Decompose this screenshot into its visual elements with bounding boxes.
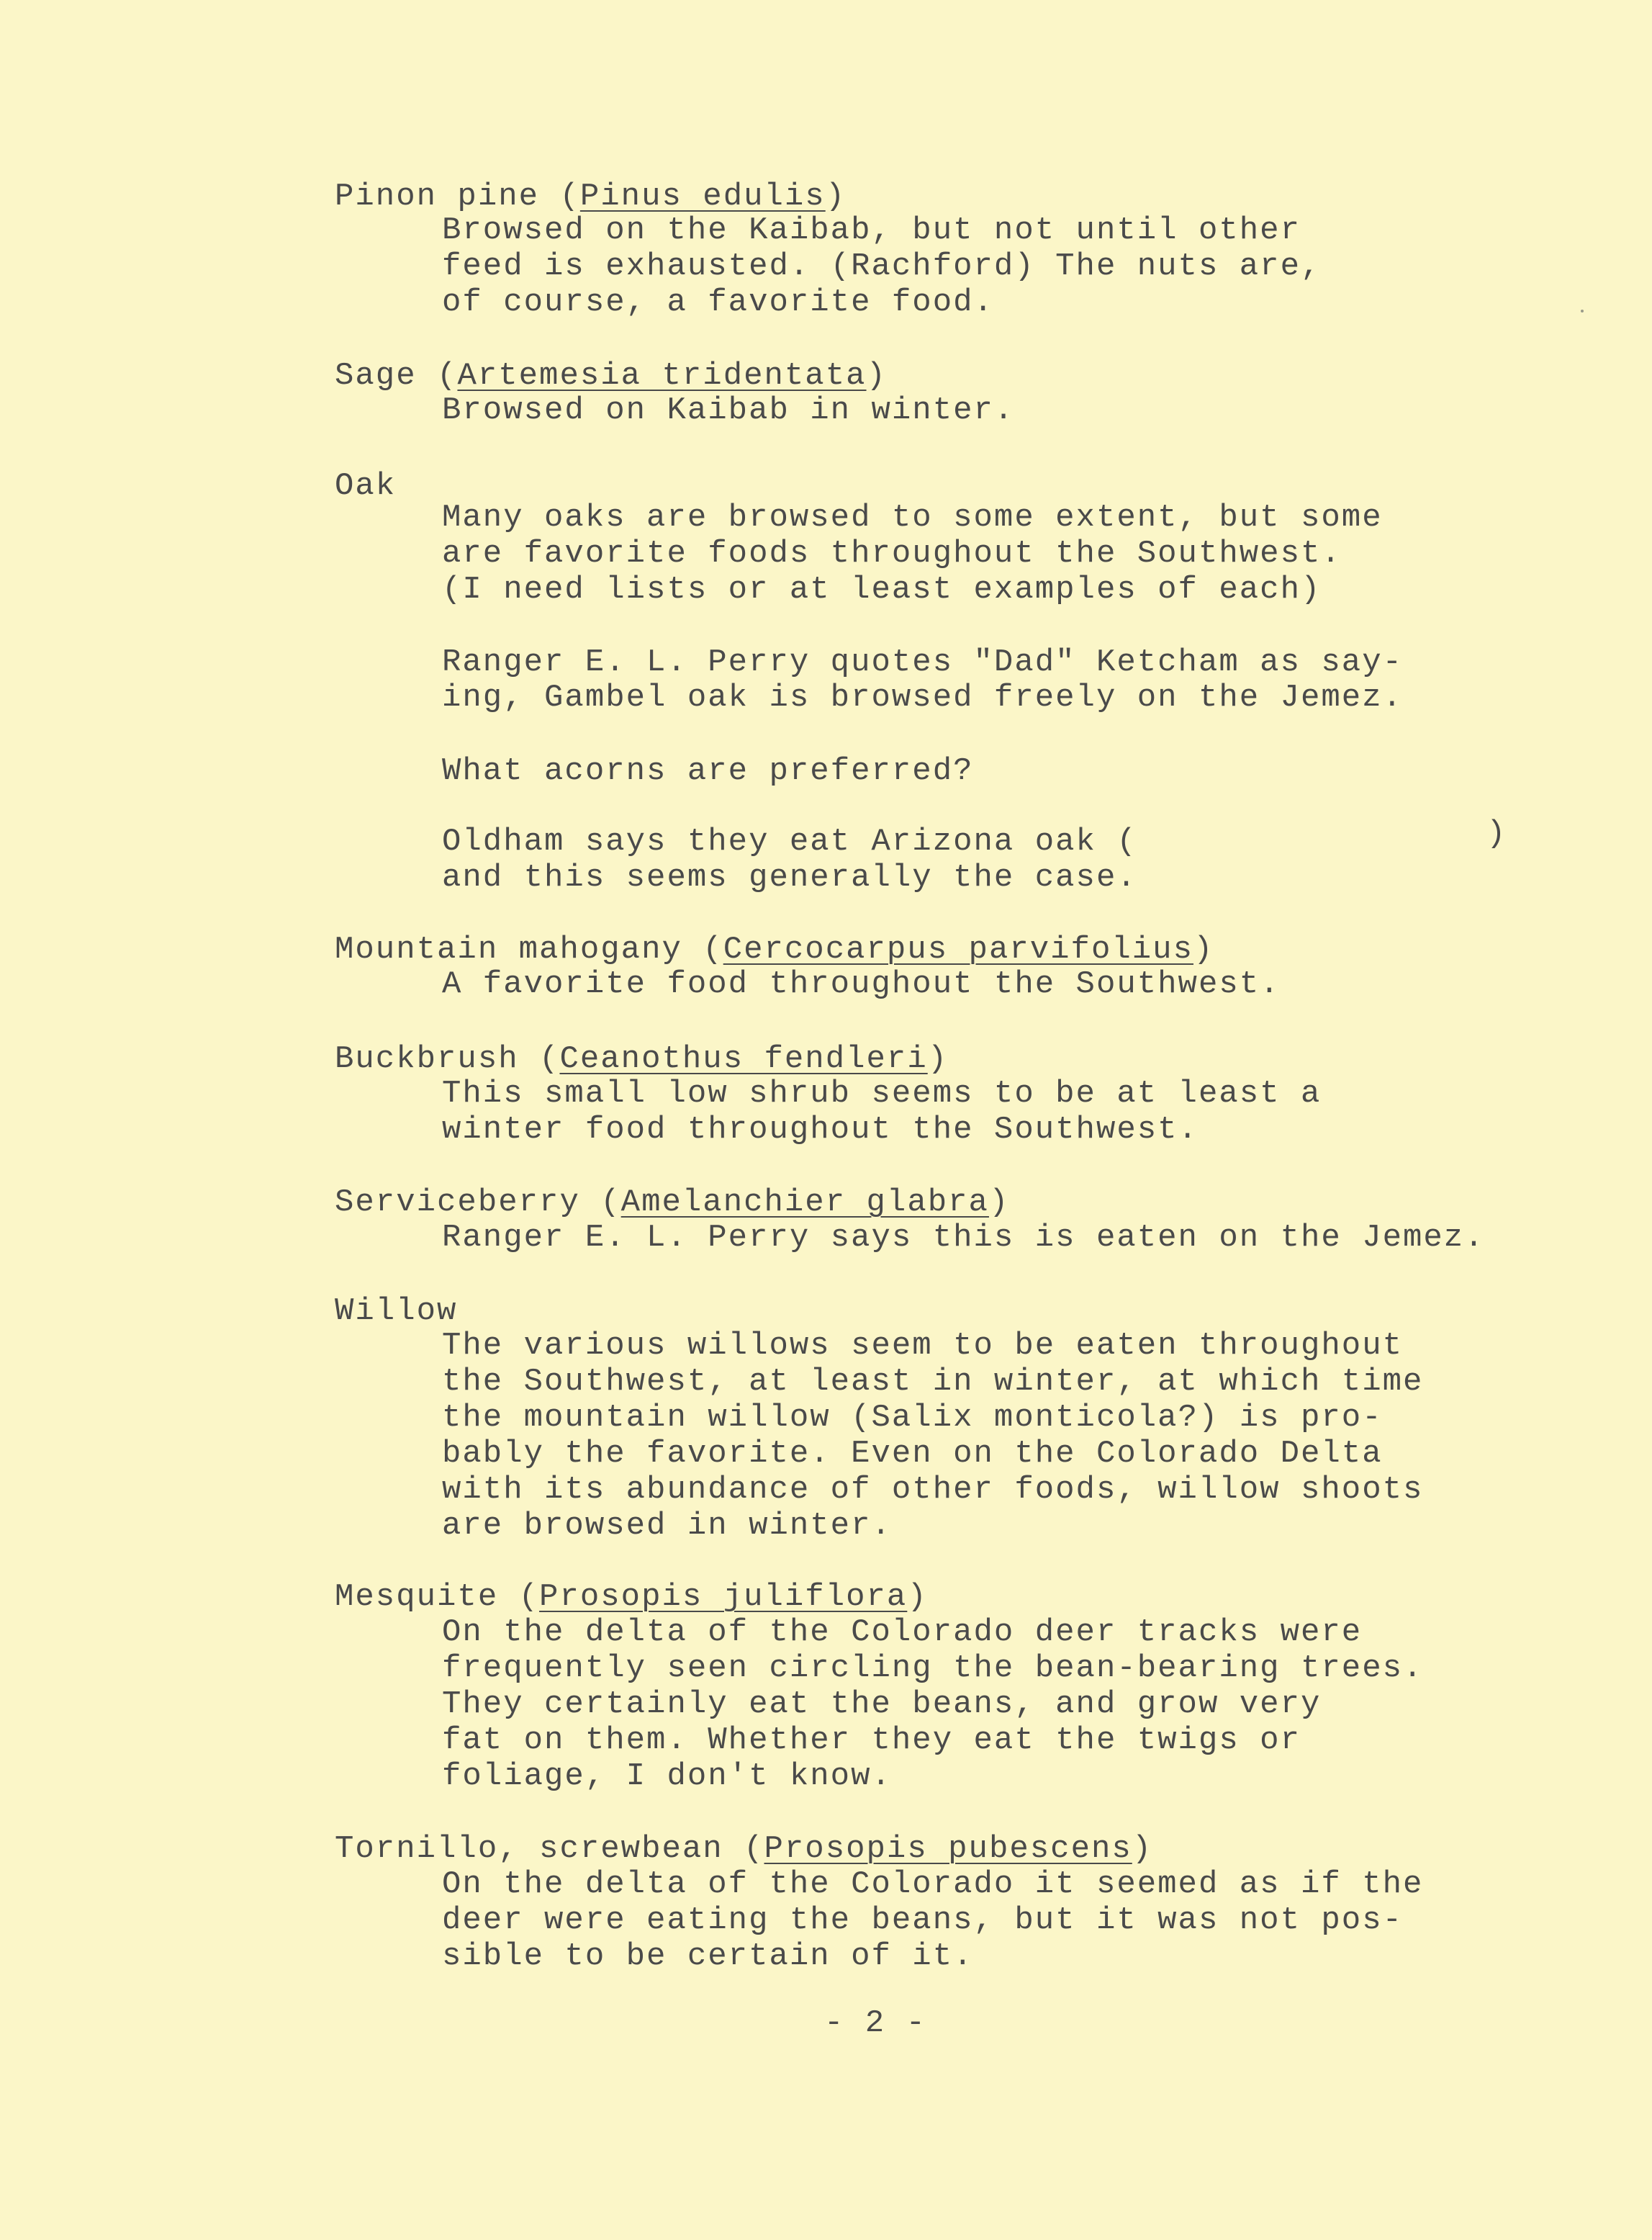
entry-line: frequently seen circling the bean-bearing trees.	[442, 1650, 1424, 1686]
entry-line: foliage, I don't know.	[442, 1758, 892, 1794]
entry-heading-tornillo: Tornillo, screwbean (Prosopis pubescens)	[335, 1831, 1153, 1867]
entry-line: are browsed in winter.	[442, 1508, 892, 1544]
entry-line: Ranger E. L. Perry quotes "Dad" Ketcham as say-	[442, 644, 1404, 680]
entry-line: are favorite foods throughout the Southwest.	[442, 536, 1342, 572]
entry-line: winter food throughout the Southwest.	[442, 1112, 1199, 1148]
entry-line: Ranger E. L. Perry says this is eaten on the Jemez.	[442, 1220, 1485, 1256]
entry-line: feed is exhausted. (Rachford) The nuts are,	[442, 248, 1322, 284]
entry-line: bably the favorite. Even on the Colorado Delta	[442, 1436, 1383, 1472]
closing-paren: )	[1486, 816, 1506, 852]
entry-line: Browsed on Kaibab in winter.	[442, 392, 1015, 428]
entry-heading-pinon: Pinon pine (Pinus edulis)	[335, 179, 847, 215]
entry-line: the mountain willow (Salix monticola?) is pro-	[442, 1400, 1383, 1436]
entry-line: On the delta of the Colorado deer tracks were	[442, 1614, 1363, 1650]
entry-line: Many oaks are browsed to some extent, but some	[442, 500, 1383, 536]
entry-line: They certainly eat the beans, and grow very	[442, 1686, 1322, 1722]
entry-heading-serviceberry: Serviceberry (Amelanchier glabra)	[335, 1184, 1010, 1220]
entry-line: (I need lists or at least examples of each)	[442, 572, 1322, 608]
entry-line: with its abundance of other foods, willow shoots	[442, 1472, 1424, 1508]
entry-heading-oak: Oak	[335, 468, 397, 504]
page-number: - 2 -	[824, 2005, 927, 2041]
entry-heading-mahogany: Mountain mahogany (Cercocarpus parvifolius)	[335, 932, 1214, 968]
entry-heading-mesquite: Mesquite (Prosopis juliflora)	[335, 1579, 928, 1615]
entry-line: deer were eating the beans, but it was not pos-	[442, 1902, 1404, 1938]
entry-line: The various willows seem to be eaten throughout	[442, 1328, 1404, 1364]
entry-line: the Southwest, at least in winter, at which time	[442, 1364, 1424, 1400]
entry-line: fat on them. Whether they eat the twigs or	[442, 1722, 1301, 1758]
entry-line: and this seems generally the case.	[442, 860, 1137, 896]
entry-line: Oldham says they eat Arizona oak (	[442, 824, 1137, 860]
entry-heading-sage: Sage (Artemesia tridentata)	[335, 358, 887, 394]
entry-heading-buckbrush: Buckbrush (Ceanothus fendleri)	[335, 1041, 949, 1077]
entry-line: What acorns are preferred?	[442, 753, 974, 789]
entry-heading-willow: Willow	[335, 1293, 458, 1329]
entry-line: Browsed on the Kaibab, but not until other	[442, 212, 1301, 248]
entry-line: of course, a favorite food.	[442, 284, 994, 320]
entry-line: ing, Gambel oak is browsed freely on the Jemez.	[442, 680, 1404, 716]
entry-line: A favorite food throughout the Southwest.	[442, 966, 1281, 1002]
entry-line: On the delta of the Colorado it seemed as if the	[442, 1866, 1424, 1902]
entry-line: sible to be certain of it.	[442, 1938, 974, 1974]
paper-speck	[1581, 310, 1584, 312]
entry-line: This small low shrub seems to be at least a	[442, 1076, 1322, 1112]
